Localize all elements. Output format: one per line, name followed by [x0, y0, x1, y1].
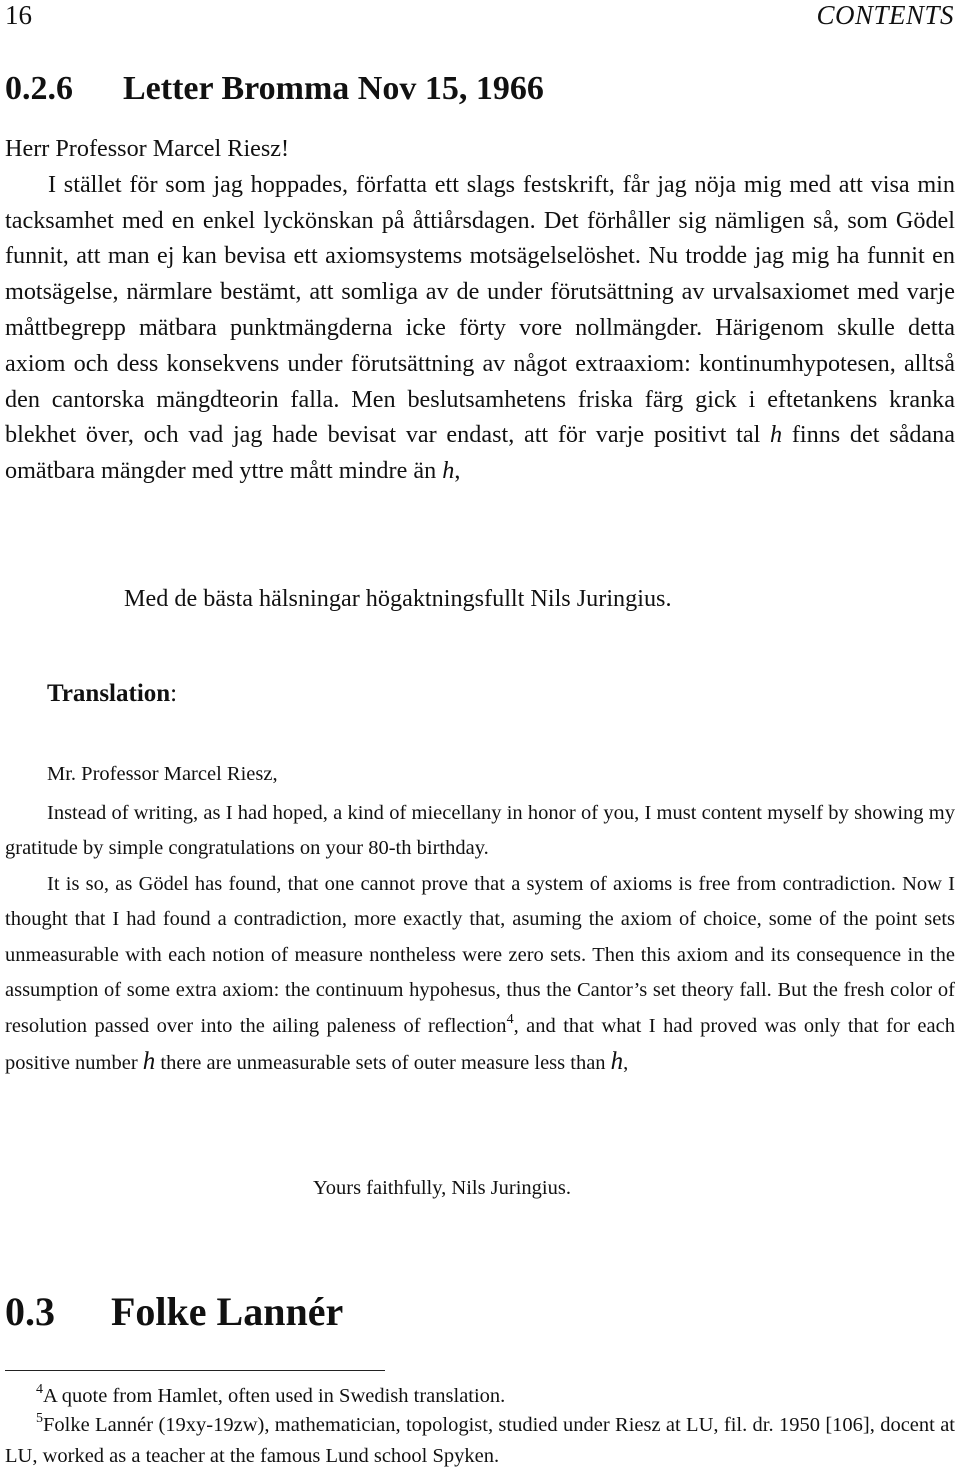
translation-heading-colon: : [170, 680, 178, 707]
footnote-4 [36, 1381, 955, 1412]
letter-body-part1: I stället för som jag hoppades, författa ett slags festskrift, får jag nöja mig med att visa min tacksamhet med en enkel lyckönskan på åttiårsdagen. Det förhåller sig nämligen så, som Gödel funnit, att man ej kan bevisa ett axiomsystems motsägelselöshet. Nu trodde jag mig ha funnit en motsägelse, närmlare bestämt, att somliga av de under förutsättning av urvalsaxiomet med varje måttbegrepp mätbara punktmängderna icke förty vore nollmängder. Härigenom skulle detta axiom och dess konsekvens under förutsättning av något extraaxiom: kontinumhypotesen, alltså den cantorska mängdteorin falla. Men beslutsamhetens friska färg gick i eftetankens kranka blekhet över, och vad jag hade bevisat var endast, att för varje positivt tal [5, 170, 955, 449]
math-variable-h: h [142, 1048, 156, 1076]
footnote-5 [5, 1410, 955, 1472]
section-heading-0-2-6 [5, 70, 544, 108]
running-title: CONTENTS [816, 0, 954, 30]
section-number: 0.2.6 [5, 70, 73, 107]
letter-body-end: , [454, 457, 461, 485]
translation-para2-part3: there are unmeasurable sets of outer measure less than [155, 1052, 611, 1075]
math-variable-h: h [610, 1048, 624, 1076]
translation-para1-text: Instead of writing, as I had hoped, a kind of miecellany in honor of you, I must content myself by showing my gratitude by simple congratulations on your 80-th birthday. [5, 802, 955, 860]
translation-heading [47, 680, 177, 708]
translation-heading-text: Translation [47, 680, 171, 707]
translation-paragraph-2 [5, 867, 955, 1081]
footnote-reference[interactable]: 4 [506, 1011, 514, 1027]
translation-paragraph-1 [5, 796, 955, 867]
section-heading-0-3 [5, 1288, 343, 1335]
letter-body-part2: finns det sådana omätbara mängder med yttre mått mindre än [5, 421, 956, 485]
page-number: 16 [5, 0, 32, 30]
translation-para2-part1: It is so, as Gödel has found, that one cannot prove that a system of axioms is free from contradiction. Now I thought that I had found a contradiction, more exactly that, asuming the axiom of choice, some of the point sets unmeasurable with each notion of measure nontheless were zero sets. Then this axiom and its consequence in the assumption of some extra axiom: the continuum hypohesus, thus the Cantor’s set theory fall. But the fresh color of resolution passed over into the ailing paleness of reflection [5, 873, 955, 1037]
translation-salutation: Mr. Professor Marcel Riesz, [47, 763, 278, 785]
math-variable-h: h [770, 421, 783, 449]
section-title: Letter Bromma Nov 15, 1966 [123, 70, 544, 107]
translation-para2-end: , [623, 1052, 629, 1075]
letter-salutation: Herr Professor Marcel Riesz! [5, 135, 290, 162]
section-title: Folke Lannér [111, 1289, 344, 1334]
section-number: 0.3 [5, 1289, 55, 1334]
translation-para2-part2: , and that what I had proved was only that for each positive number [5, 1014, 955, 1075]
letter-swedish [5, 131, 955, 489]
math-variable-h: h [442, 457, 455, 485]
footnote-mark: 4 [36, 1382, 43, 1397]
footnote-mark: 5 [36, 1411, 43, 1426]
translation-closing: Yours faithfully, Nils Juringius. [313, 1177, 571, 1199]
footnote-divider [5, 1370, 385, 1371]
footnote-text: A quote from Hamlet, often used in Swedish translation. [43, 1385, 506, 1407]
footnote-text: Folke Lannér (19xy-19zw), mathematician, topologist, studied under Riesz at LU, fil. dr. 1950 [106], docent at LU, worked as a teacher at the famous Lund school Spyken. [5, 1414, 955, 1467]
letter-closing-swedish: Med de bästa hälsningar högaktningsfullt Nils Juringius. [124, 585, 672, 612]
